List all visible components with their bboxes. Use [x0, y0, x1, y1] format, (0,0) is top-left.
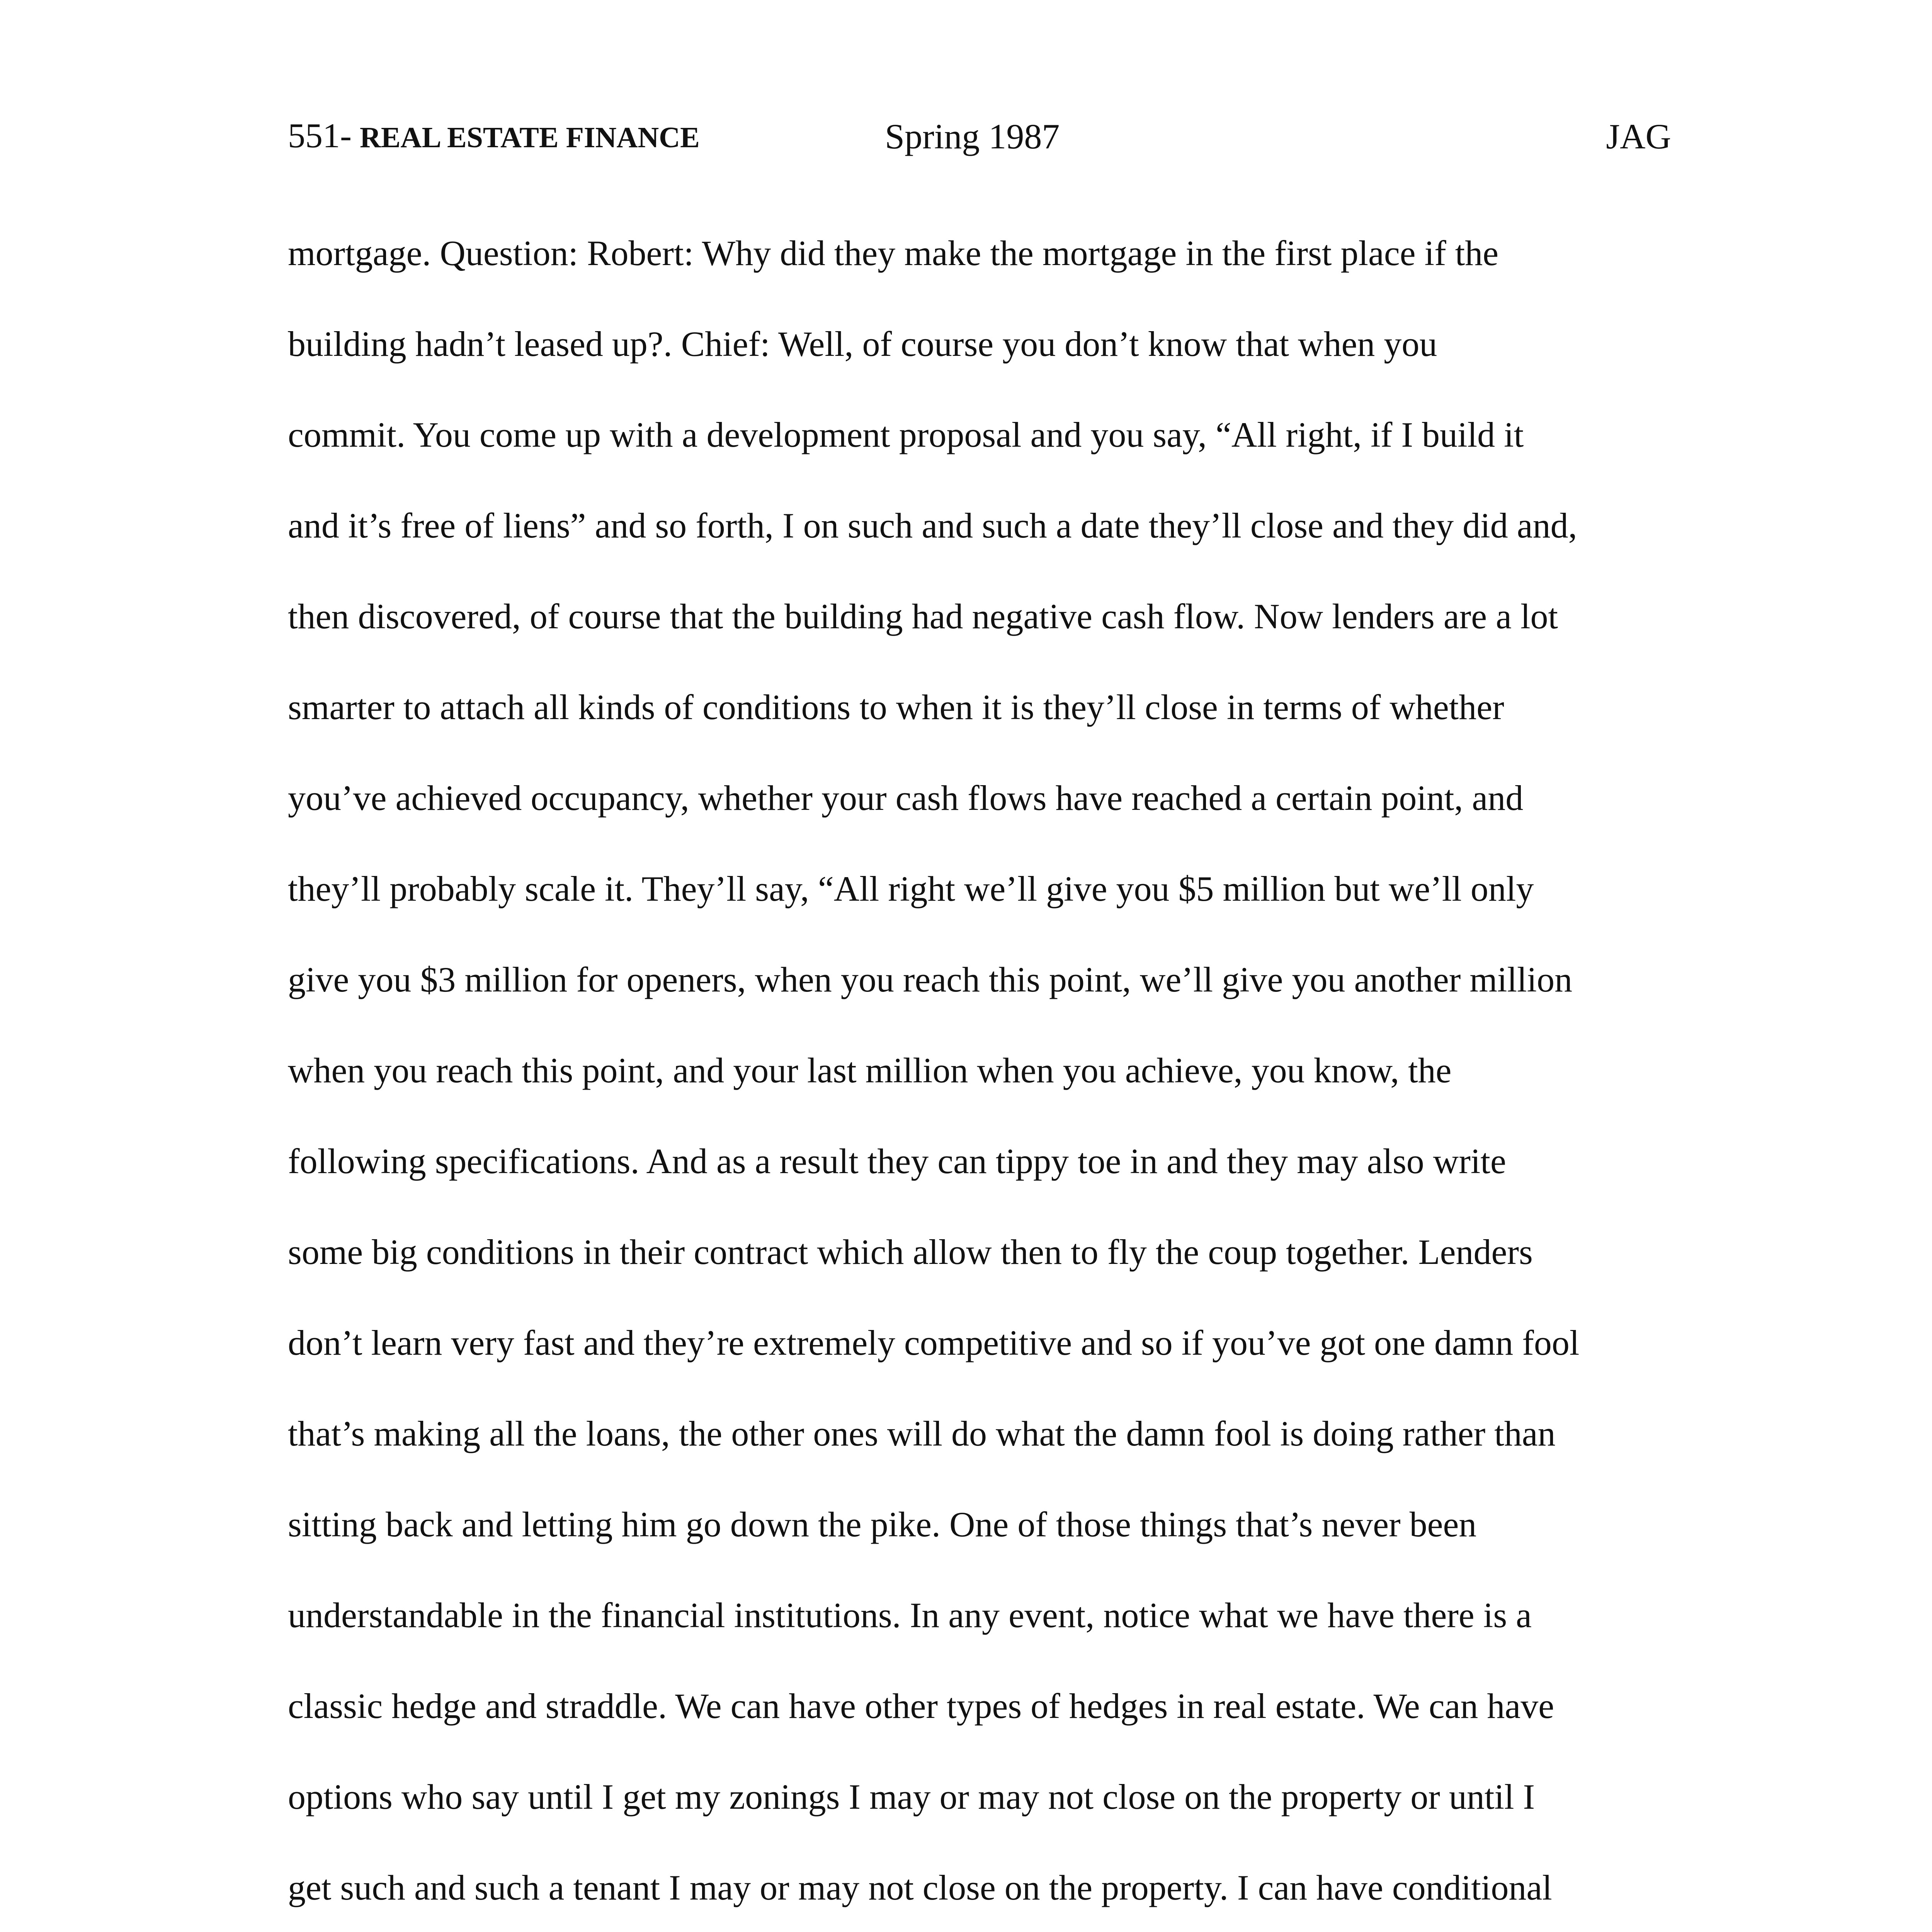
text-line: sitting back and letting him go down the pike. One of those things that’s never been — [288, 1505, 1477, 1544]
header-course-title: REAL ESTATE FINANCE — [359, 121, 700, 154]
header-term: Spring 1987 — [885, 117, 1060, 156]
text-line: when you reach this point, and your last million when you achieve, you know, the — [288, 1051, 1452, 1090]
transcript-body — [288, 228, 1694, 1932]
text-line: building hadn’t leased up?. Chief: Well, of course you don’t know that when you — [288, 324, 1437, 364]
header-initials: JAG — [1606, 117, 1671, 156]
text-line: give you $3 million for openers, when you reach this point, we’ll give you another million — [288, 960, 1573, 999]
text-line: classic hedge and straddle. We can have other types of hedges in real estate. We can have — [288, 1686, 1554, 1726]
text-line: and it’s free of liens” and so forth, I on such and such a date they’ll close and they did and, — [288, 506, 1577, 545]
text-line: options who say until I get my zonings I may or may not close on the property or until I — [288, 1777, 1535, 1816]
text-line: that’s making all the loans, the other ones will do what the damn fool is doing rather than — [288, 1414, 1556, 1453]
text-line: they’ll probably scale it. They’ll say, “All right we’ll give you $5 million but we’ll only — [288, 869, 1534, 908]
header-course-number: 551- — [288, 117, 352, 155]
page-header — [0, 116, 1932, 162]
text-line: you’ve achieved occupancy, whether your cash flows have reached a certain point, and — [288, 778, 1524, 818]
text-line: some big conditions in their contract which allow then to fly the coup together. Lenders — [288, 1232, 1533, 1272]
text-line: get such and such a tenant I may or may not close on the property. I can have conditional — [288, 1868, 1552, 1907]
text-line: mortgage. Question: Robert: Why did they make the mortgage in the first place if the — [288, 233, 1499, 273]
text-line: following specifications. And as a result they can tippy toe in and they may also write — [288, 1141, 1506, 1181]
text-line: smarter to attach all kinds of conditions to when it is they’ll close in terms of whether — [288, 687, 1504, 727]
text-line: commit. You come up with a development proposal and you say, “All right, if I build it — [288, 415, 1524, 454]
text-line: understandable in the financial institutions. In any event, notice what we have there is a — [288, 1595, 1532, 1635]
header-course — [288, 116, 700, 156]
text-line: then discovered, of course that the building had negative cash flow. Now lenders are a lot — [288, 597, 1558, 636]
text-line: don’t learn very fast and they’re extremely competitive and so if you’ve got one damn fool — [288, 1323, 1580, 1362]
